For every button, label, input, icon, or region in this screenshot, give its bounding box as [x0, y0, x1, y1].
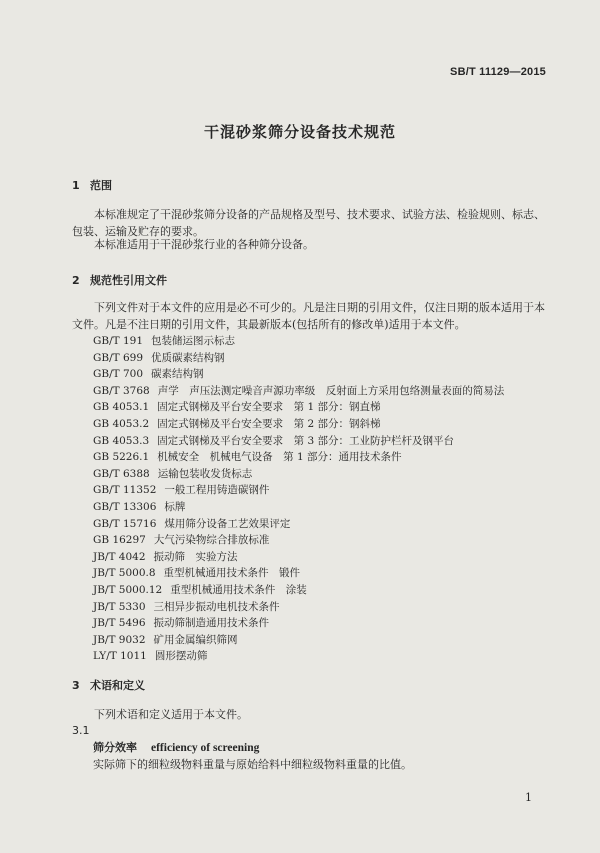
- reference-title: 固定式钢梯及平台安全要求 第 3 部分：工业防护栏杆及钢平台: [157, 434, 455, 447]
- reference-title: 包装储运图示标志: [151, 335, 236, 347]
- reference-title: 运输包装收发货标志: [157, 467, 253, 480]
- reference-code: GB 16297: [93, 534, 146, 547]
- reference-item: [93, 582, 504, 599]
- reference-title: 振动筛制造通用技术条件: [153, 617, 270, 630]
- term-english: efficiency of screening: [151, 742, 260, 754]
- reference-item: [93, 565, 504, 582]
- page-number: 1: [525, 791, 532, 804]
- reference-code: JB/T 5330: [93, 600, 146, 613]
- reference-code: GB/T 6388: [93, 467, 150, 480]
- reference-item: [93, 383, 504, 400]
- document-title: 干混砂浆筛分设备技术规范: [203, 123, 396, 141]
- reference-title: 振动筛 实验方法: [153, 550, 238, 563]
- reference-code: GB/T 11352: [93, 484, 157, 497]
- section-1-number: 1: [72, 179, 80, 192]
- reference-code: GB 4053.3: [93, 434, 150, 447]
- reference-item: [93, 366, 504, 383]
- standard-code: SB/T 11129—2015: [450, 66, 546, 78]
- reference-item: [93, 333, 504, 350]
- reference-code: JB/T 5496: [93, 617, 146, 630]
- reference-title: 重型机械通用技术条件 锻件: [163, 567, 301, 580]
- normative-references-list: [93, 333, 504, 665]
- reference-code: JB/T 9032: [93, 633, 146, 646]
- reference-code: GB/T 191: [93, 335, 144, 347]
- reference-item: [93, 499, 504, 516]
- reference-code: GB 4053.2: [93, 417, 150, 430]
- reference-title: 煤用筛分设备工艺效果评定: [164, 517, 291, 530]
- section-3-heading: [72, 677, 145, 693]
- reference-title: 固定式钢梯及平台安全要求 第 2 部分：钢斜梯: [157, 417, 381, 430]
- section-1-title: 范围: [90, 179, 112, 192]
- section-3-intro: 下列术语和定义适用于本文件。: [94, 708, 248, 721]
- section-2-title: 规范性引用文件: [90, 274, 167, 287]
- reference-title: 碳素结构钢: [151, 368, 204, 381]
- section-2-intro: 下列文件对于本文件的应用是必不可少的。凡是注日期的引用文件，仅注日期的版本适用于本文件。凡是不注日期的引用文件，其最新版本(包括所有的修改单)适用于本文件。: [72, 301, 545, 331]
- reference-item: [93, 449, 504, 466]
- reference-title: 重型机械通用技术条件 涂装: [170, 583, 307, 596]
- reference-code: GB/T 3768: [93, 384, 150, 397]
- reference-code: GB 4053.1: [93, 401, 150, 414]
- reference-code: LY/T 1011: [93, 650, 147, 663]
- section-3-number: 3: [72, 679, 80, 692]
- reference-title: 大气污染物综合排放标准: [153, 534, 270, 547]
- term-definition: 实际筛下的细粒级物料重量与原始给料中细粒级物料重量的比值。: [93, 758, 412, 771]
- reference-item: [93, 350, 504, 367]
- reference-title: 三相异步振动电机技术条件: [153, 600, 280, 613]
- reference-item: [93, 549, 504, 566]
- reference-item: [93, 516, 504, 533]
- term-entry: [93, 739, 259, 755]
- reference-code: GB/T 700: [93, 368, 144, 381]
- reference-item: [93, 466, 504, 483]
- reference-title: 优质碳素结构钢: [151, 351, 225, 364]
- reference-title: 固定式钢梯及平台安全要求 第 1 部分：钢直梯: [157, 401, 381, 414]
- reference-item: [93, 615, 504, 632]
- term-chinese: 筛分效率: [93, 741, 137, 754]
- section-2-heading: [72, 272, 167, 288]
- reference-code: GB/T 15716: [93, 517, 157, 530]
- reference-title: 矿用金属编织筛网: [153, 633, 238, 646]
- reference-title: 声学 声压法测定噪音声源功率级 反射面上方采用包络测量表面的简易法: [157, 384, 505, 397]
- reference-item: [93, 632, 504, 649]
- section-1-paragraph-1: 本标准规定了干混砂浆筛分设备的产品规格及型号、技术要求、试验方法、检验规则、标志、包装、运输及贮存的要求。: [72, 208, 545, 238]
- reference-title: 一般工程用铸造碳钢件: [164, 484, 270, 497]
- reference-title: 标牌: [164, 500, 186, 513]
- reference-code: JB/T 5000.12: [93, 583, 163, 596]
- reference-item: [93, 416, 504, 433]
- reference-item: [93, 532, 504, 549]
- reference-title: 圆形摆动筛: [154, 650, 208, 663]
- reference-code: GB 5226.1: [93, 451, 150, 464]
- section-3-title: 术语和定义: [90, 679, 145, 692]
- reference-item: [93, 399, 504, 416]
- section-1-heading: [72, 177, 112, 193]
- reference-item: [93, 599, 504, 616]
- reference-title: 机械安全 机械电气设备 第 1 部分：通用技术条件: [157, 451, 402, 464]
- reference-code: JB/T 5000.8: [93, 567, 156, 580]
- term-number: 3.1: [72, 724, 90, 737]
- reference-code: GB/T 699: [93, 351, 144, 364]
- reference-code: GB/T 13306: [93, 500, 157, 513]
- reference-item: [93, 648, 504, 665]
- reference-item: [93, 482, 504, 499]
- section-1-paragraph-2: 本标准适用于干混砂浆行业的各种筛分设备。: [94, 238, 314, 251]
- reference-code: JB/T 4042: [93, 550, 146, 563]
- section-2-number: 2: [72, 274, 80, 287]
- reference-item: [93, 433, 504, 450]
